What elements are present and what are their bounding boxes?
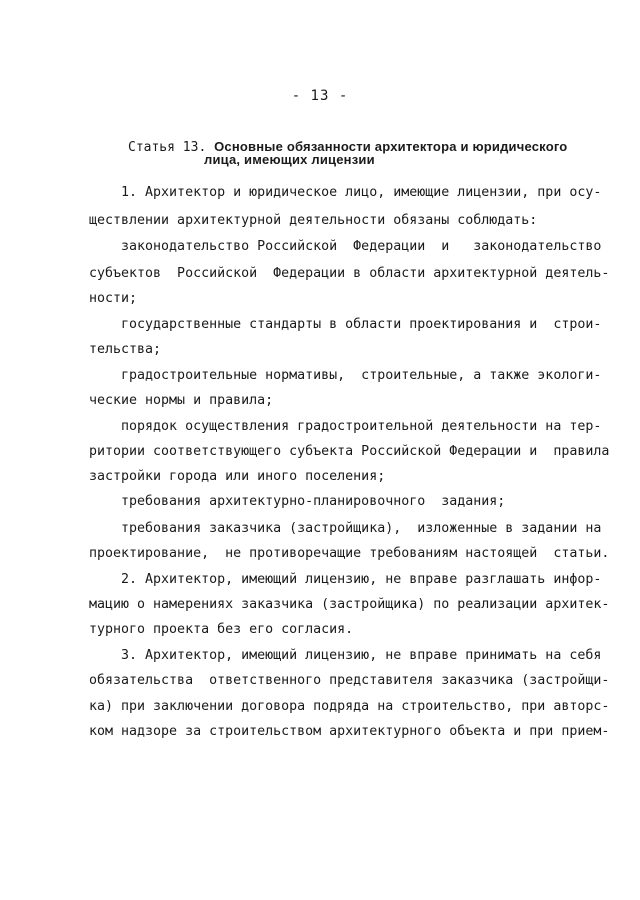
text-line: ка) при заключении договора подряда на строительство, при авторс- <box>89 699 610 714</box>
text-line: 2. Архитектор, имеющий лицензию, не вправе разглашать инфор- <box>89 572 602 587</box>
text-line: застройки города или иного поселения; <box>89 469 386 484</box>
text-line: ком надзоре за строительством архитектурного объекта и при прием- <box>89 724 610 739</box>
article-heading <box>128 141 598 166</box>
text-line: ческие нормы и правила; <box>89 393 274 408</box>
text-line: обязательства ответственного представителя заказчика (застройщи- <box>89 673 610 688</box>
text-line: порядок осуществления градостроительной деятельности на тер- <box>89 419 602 434</box>
text-line: ществлении архитектурной деятельности обязаны соблюдать: <box>89 213 538 228</box>
text-line: проектирование, не противоречащие требованиям настоящей статьи. <box>89 546 610 561</box>
page-number: - 13 - <box>291 88 349 104</box>
text-line: градостроительные нормативы, строительные, а также экологи- <box>89 368 602 383</box>
text-line: турного проекта без его согласия. <box>89 622 354 637</box>
article-title-line-2: лица, имеющих лицензии <box>204 152 375 167</box>
text-line: требования архитектурно-планировочного задания; <box>89 494 506 509</box>
text-line: законодательство Российской Федерации и законодательство <box>89 239 602 254</box>
text-line: субъектов Российской Федерации в области архитектурной деятель- <box>89 266 610 281</box>
text-line: мацию о намерениях заказчика (застройщика) по реализации архитек- <box>89 597 610 612</box>
text-line: требования заказчика (застройщика), изложенные в задании на <box>89 521 602 536</box>
text-line: 3. Архитектор, имеющий лицензию, не вправе принимать на себя <box>89 648 602 663</box>
text-line: 1. Архитектор и юридическое лицо, имеющие лицензии, при осу- <box>89 185 602 200</box>
article-title-line-1: Основные обязанности архитектора и юридического <box>214 139 568 154</box>
text-line: тельства; <box>89 342 162 357</box>
text-line: ности; <box>89 291 138 306</box>
text-line: государственные стандарты в области проектирования и строи- <box>89 317 602 332</box>
article-number: Статья 13. <box>128 140 207 155</box>
text-line: ритории соответствующего субъекта Российской Федерации и правила <box>89 444 610 459</box>
